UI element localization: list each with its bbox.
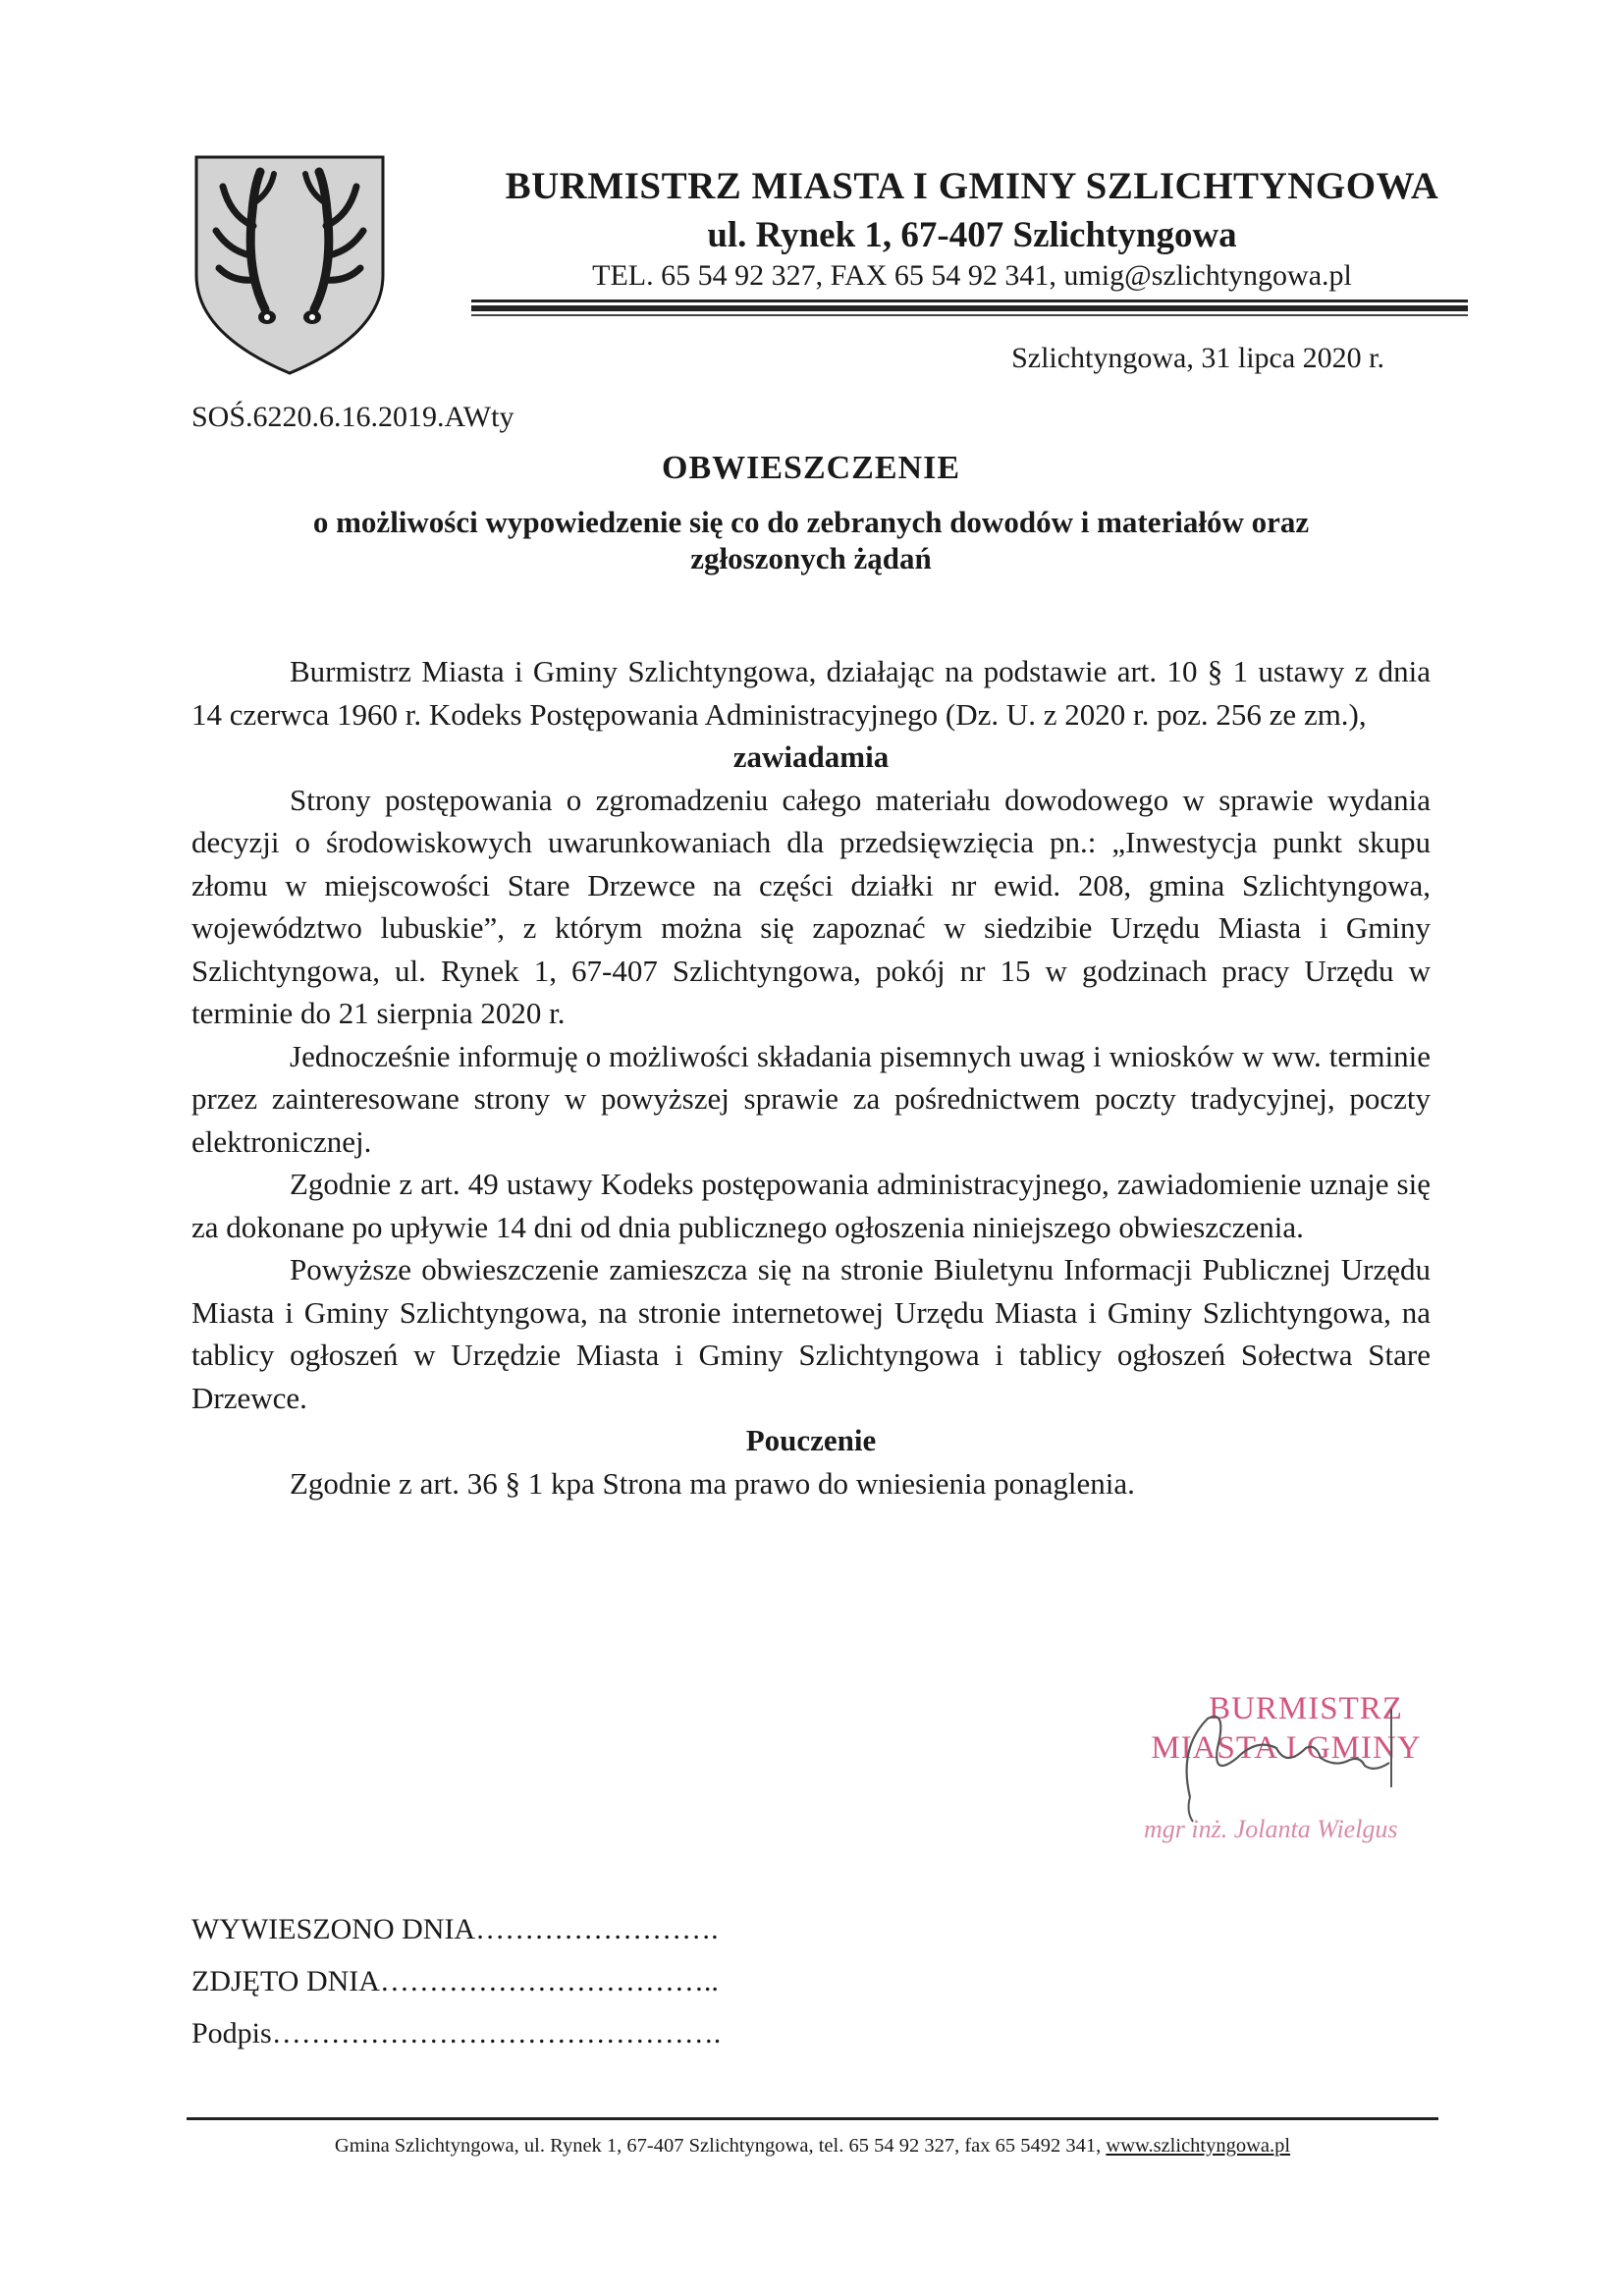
header-divider — [471, 300, 1468, 302]
instruction-paragraph: Zgodnie z art. 36 § 1 kpa Strona ma prawo do wniesienia ponaglenia. — [290, 1465, 1135, 1501]
office-contact: TEL. 65 54 92 327, FAX 65 54 92 341, umig@szlichtyngowa.pl — [592, 259, 1352, 292]
document-subtitle: o możliwości wypowiedzenie się co do zebranych dowodów i materiałów oraz zgłoszonych żądań — [312, 505, 1310, 575]
paragraph-1: Strony postępowania o zgromadzeniu całego materiału dowodowego w sprawie wydania decyzji o środowiskowych uwarunkowaniach dla przedsięwzięcia pn.: „Inwestycja punkt skupu złomu w miejscowości Stare Drzewce na części działki nr ewid. 208, gmina Szlichtyngowa, województwo lubuskie”, z którym można się zapoznać w siedzibie Urzędu Miasta i Gminy Szlichtyngowa, ul. Rynek 1, 67-407 Szlichtyngowa, pokój nr 15 w godzinach pracy Urzędu w terminie do 21 sierpnia 2020 r. — [191, 782, 1431, 1030]
signature-line: Podpis………………………………………. — [191, 2017, 722, 2050]
paragraph-2: Jednocześnie informuję o możliwości składania pisemnych uwag i wniosków w ww. terminie przez zainteresowane strony w powyższej sprawie za pośrednictwem poczty tradycyjnej, poczty elektronicznej. — [191, 1038, 1431, 1159]
header-divider — [471, 305, 1468, 311]
document-body — [191, 650, 1431, 1504]
office-name: BURMISTRZ MIASTA I GMINY SZLICHTYNGOWA — [505, 165, 1439, 207]
instruction-heading: Pouczenie — [745, 1423, 877, 1457]
footer-divider — [187, 2117, 1438, 2120]
intro-paragraph: Burmistrz Miasta i Gminy Szlichtyngowa, działając na podstawie art. 10 § 1 ustawy z dnia 14 czerwca 1960 r. Kodeks Postępowania Administracyjnego (Dz. U. z 2020 r. poz. 256 ze zm.), — [191, 654, 1431, 732]
stamp-line-1: BURMISTRZ — [1209, 1691, 1403, 1726]
office-address: ul. Rynek 1, 67-407 Szlichtyngowa — [707, 215, 1237, 255]
place-date: Szlichtyngowa, 31 lipca 2020 r. — [1011, 342, 1384, 374]
stamp-name: mgr inż. Jolanta Wielgus — [1144, 1815, 1398, 1843]
paragraph-3: Zgodnie z art. 49 ustawy Kodeks postępowania administracyjnego, zawiadomienie uznaje się za dokonane po upływie 14 dni od dnia publicznego ogłoszenia niniejszego obwieszczenia. — [191, 1167, 1431, 1244]
document-title: OBWIESZCZENIE — [662, 450, 960, 486]
footer — [187, 2135, 1438, 2158]
removed-date-line: ZDJĘTO DNIA…………………………….. — [191, 1965, 719, 1997]
posting-record — [191, 1903, 721, 2059]
stamp-line-2: MIASTA I GMINY — [1151, 1730, 1422, 1766]
posted-date-line: WYWIESZONO DNIA……………………. — [191, 1913, 719, 1945]
handwritten-signature-icon — [1119, 1689, 1492, 1856]
header-divider — [471, 314, 1468, 316]
official-stamp — [1119, 1689, 1492, 1856]
notifies-heading: zawiadamia — [732, 739, 890, 774]
footer-website-link[interactable]: www.szlichtyngowa.pl — [1106, 2135, 1291, 2157]
footer-text: Gmina Szlichtyngowa, ul. Rynek 1, 67-407 Szlichtyngowa, tel. 65 54 92 327, fax 65 5492 341, — [334, 2135, 1102, 2157]
antlers-coat-of-arms-icon — [191, 152, 388, 378]
paragraph-4: Powyższe obwieszczenie zamieszcza się na stronie Biuletynu Informacji Publicznej Urzędu Miasta i Gminy Szlichtyngowa, na stronie internetowej Urzędu Miasta i Gminy Szlichtyngowa, na tablicy ogłoszeń w Urzędzie Miasta i Gminy Szlichtyngowa i tablicy ogłoszeń Sołectwa Stare Drzewce. — [191, 1252, 1431, 1415]
reference-number: SOŚ.6220.6.16.2019.AWty — [191, 401, 514, 433]
